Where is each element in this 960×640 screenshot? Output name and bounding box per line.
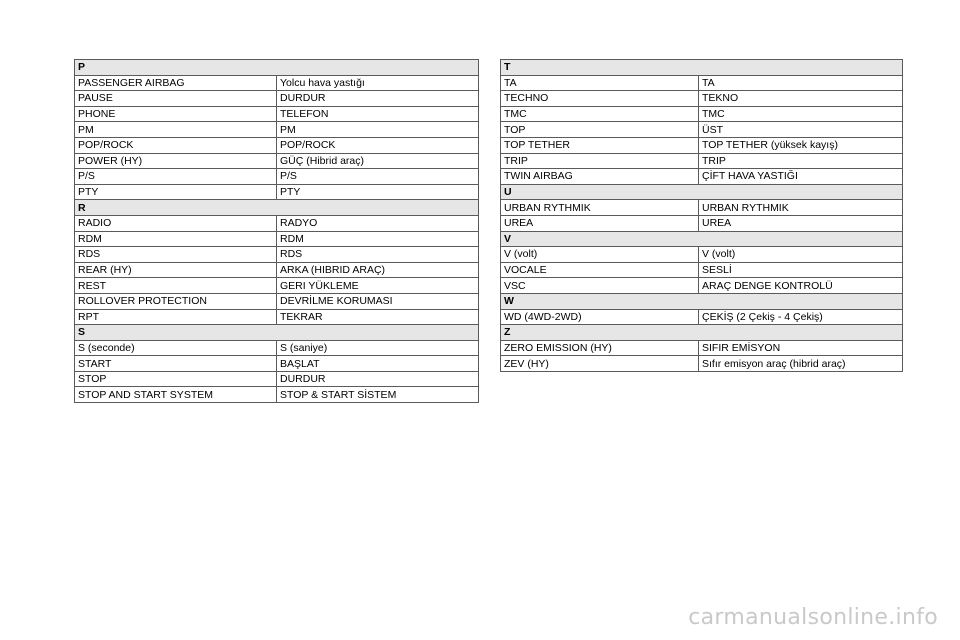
- glossary-table-left: [74, 59, 479, 403]
- table-row: [501, 137, 903, 153]
- table-row: [75, 278, 479, 294]
- term-english: RPT: [75, 309, 277, 325]
- watermark: carmanualsonline.info: [688, 605, 938, 630]
- term-english: P/S: [75, 169, 277, 185]
- term-english: V (volt): [501, 247, 699, 263]
- section-letter: W: [501, 293, 903, 309]
- term-english: PAUSE: [75, 91, 277, 107]
- term-turkish: SIFIR EMİSYON: [699, 340, 903, 356]
- term-english: START: [75, 356, 277, 372]
- table-row: [75, 387, 479, 403]
- term-english: TA: [501, 75, 699, 91]
- term-english: URBAN RYTHMIK: [501, 200, 699, 216]
- table-row: [75, 169, 479, 185]
- term-english: VSC: [501, 278, 699, 294]
- term-turkish: ARAÇ DENGE KONTROLÜ: [699, 278, 903, 294]
- term-turkish: ÜST: [699, 122, 903, 138]
- term-english: PM: [75, 122, 277, 138]
- term-english: TOP TETHER: [501, 137, 699, 153]
- table-row: [75, 247, 479, 263]
- table-row: [501, 91, 903, 107]
- table-row: [75, 293, 479, 309]
- table-row: [501, 278, 903, 294]
- table-row: [501, 309, 903, 325]
- term-english: UREA: [501, 215, 699, 231]
- term-english: STOP: [75, 371, 277, 387]
- term-turkish: GERI YÜKLEME: [277, 278, 479, 294]
- term-turkish: TA: [699, 75, 903, 91]
- term-english: TOP: [501, 122, 699, 138]
- term-english: RDM: [75, 231, 277, 247]
- table-row: [75, 122, 479, 138]
- term-turkish: ÇEKİŞ (2 Çekiş - 4 Çekiş): [699, 309, 903, 325]
- section-header-row: [501, 293, 903, 309]
- table-row: [501, 200, 903, 216]
- table-row: [75, 153, 479, 169]
- table-row: [75, 215, 479, 231]
- term-english: POWER (HY): [75, 153, 277, 169]
- section-header-row: [75, 200, 479, 216]
- term-turkish: DURDUR: [277, 91, 479, 107]
- table-row: [75, 371, 479, 387]
- section-letter: T: [501, 60, 903, 76]
- table-row: [501, 106, 903, 122]
- term-english: TRIP: [501, 153, 699, 169]
- term-turkish: PTY: [277, 184, 479, 200]
- section-letter: Z: [501, 325, 903, 341]
- term-english: RADIO: [75, 215, 277, 231]
- table-row: [75, 340, 479, 356]
- term-turkish: DURDUR: [277, 371, 479, 387]
- section-header-row: [501, 231, 903, 247]
- term-turkish: TELEFON: [277, 106, 479, 122]
- term-turkish: DEVRİLME KORUMASI: [277, 293, 479, 309]
- table-row: [75, 309, 479, 325]
- term-turkish: URBAN RYTHMIK: [699, 200, 903, 216]
- section-header-row: [501, 184, 903, 200]
- term-turkish: GÜÇ (Hibrid araç): [277, 153, 479, 169]
- table-row: [501, 340, 903, 356]
- term-turkish: Sıfır emisyon araç (hibrid araç): [699, 356, 903, 372]
- term-turkish: UREA: [699, 215, 903, 231]
- term-english: STOP AND START SYSTEM: [75, 387, 277, 403]
- term-english: RDS: [75, 247, 277, 263]
- term-english: TWIN AIRBAG: [501, 169, 699, 185]
- term-english: VOCALE: [501, 262, 699, 278]
- section-letter: R: [75, 200, 479, 216]
- term-turkish: ÇİFT HAVA YASTIĞI: [699, 169, 903, 185]
- term-english: TMC: [501, 106, 699, 122]
- table-row: [501, 122, 903, 138]
- table-row: [75, 91, 479, 107]
- section-header-row: [501, 325, 903, 341]
- term-turkish: ARKA (HIBRID ARAÇ): [277, 262, 479, 278]
- table-row: [501, 247, 903, 263]
- term-turkish: POP/ROCK: [277, 137, 479, 153]
- term-turkish: P/S: [277, 169, 479, 185]
- table-row: [501, 356, 903, 372]
- term-english: REAR (HY): [75, 262, 277, 278]
- term-english: PASSENGER AIRBAG: [75, 75, 277, 91]
- table-row: [75, 75, 479, 91]
- term-turkish: TMC: [699, 106, 903, 122]
- term-english: PTY: [75, 184, 277, 200]
- term-english: REST: [75, 278, 277, 294]
- glossary-body-right: [501, 60, 903, 372]
- term-turkish: TOP TETHER (yüksek kayış): [699, 137, 903, 153]
- term-turkish: RADYO: [277, 215, 479, 231]
- section-header-row: [75, 60, 479, 76]
- term-english: PHONE: [75, 106, 277, 122]
- term-turkish: PM: [277, 122, 479, 138]
- section-letter: V: [501, 231, 903, 247]
- table-row: [75, 106, 479, 122]
- section-header-row: [501, 60, 903, 76]
- section-letter: P: [75, 60, 479, 76]
- term-turkish: S (saniye): [277, 340, 479, 356]
- table-row: [501, 75, 903, 91]
- table-row: [501, 215, 903, 231]
- table-row: [75, 137, 479, 153]
- term-turkish: RDM: [277, 231, 479, 247]
- term-turkish: V (volt): [699, 247, 903, 263]
- table-row: [75, 184, 479, 200]
- term-english: POP/ROCK: [75, 137, 277, 153]
- term-turkish: Yolcu hava yastığı: [277, 75, 479, 91]
- table-row: [75, 262, 479, 278]
- term-turkish: TEKRAR: [277, 309, 479, 325]
- term-english: WD (4WD-2WD): [501, 309, 699, 325]
- term-turkish: TRIP: [699, 153, 903, 169]
- table-row: [75, 231, 479, 247]
- section-letter: U: [501, 184, 903, 200]
- table-row: [75, 356, 479, 372]
- table-row: [501, 153, 903, 169]
- glossary-body-left: [75, 60, 479, 403]
- term-english: ROLLOVER PROTECTION: [75, 293, 277, 309]
- term-english: TECHNO: [501, 91, 699, 107]
- term-turkish: SESLİ: [699, 262, 903, 278]
- term-turkish: STOP & START SİSTEM: [277, 387, 479, 403]
- table-row: [501, 262, 903, 278]
- term-turkish: RDS: [277, 247, 479, 263]
- term-turkish: TEKNO: [699, 91, 903, 107]
- table-row: [501, 169, 903, 185]
- term-english: ZEV (HY): [501, 356, 699, 372]
- glossary-table-right: [500, 59, 903, 372]
- section-header-row: [75, 325, 479, 341]
- term-turkish: BAŞLAT: [277, 356, 479, 372]
- section-letter: S: [75, 325, 479, 341]
- term-english: S (seconde): [75, 340, 277, 356]
- term-english: ZERO EMISSION (HY): [501, 340, 699, 356]
